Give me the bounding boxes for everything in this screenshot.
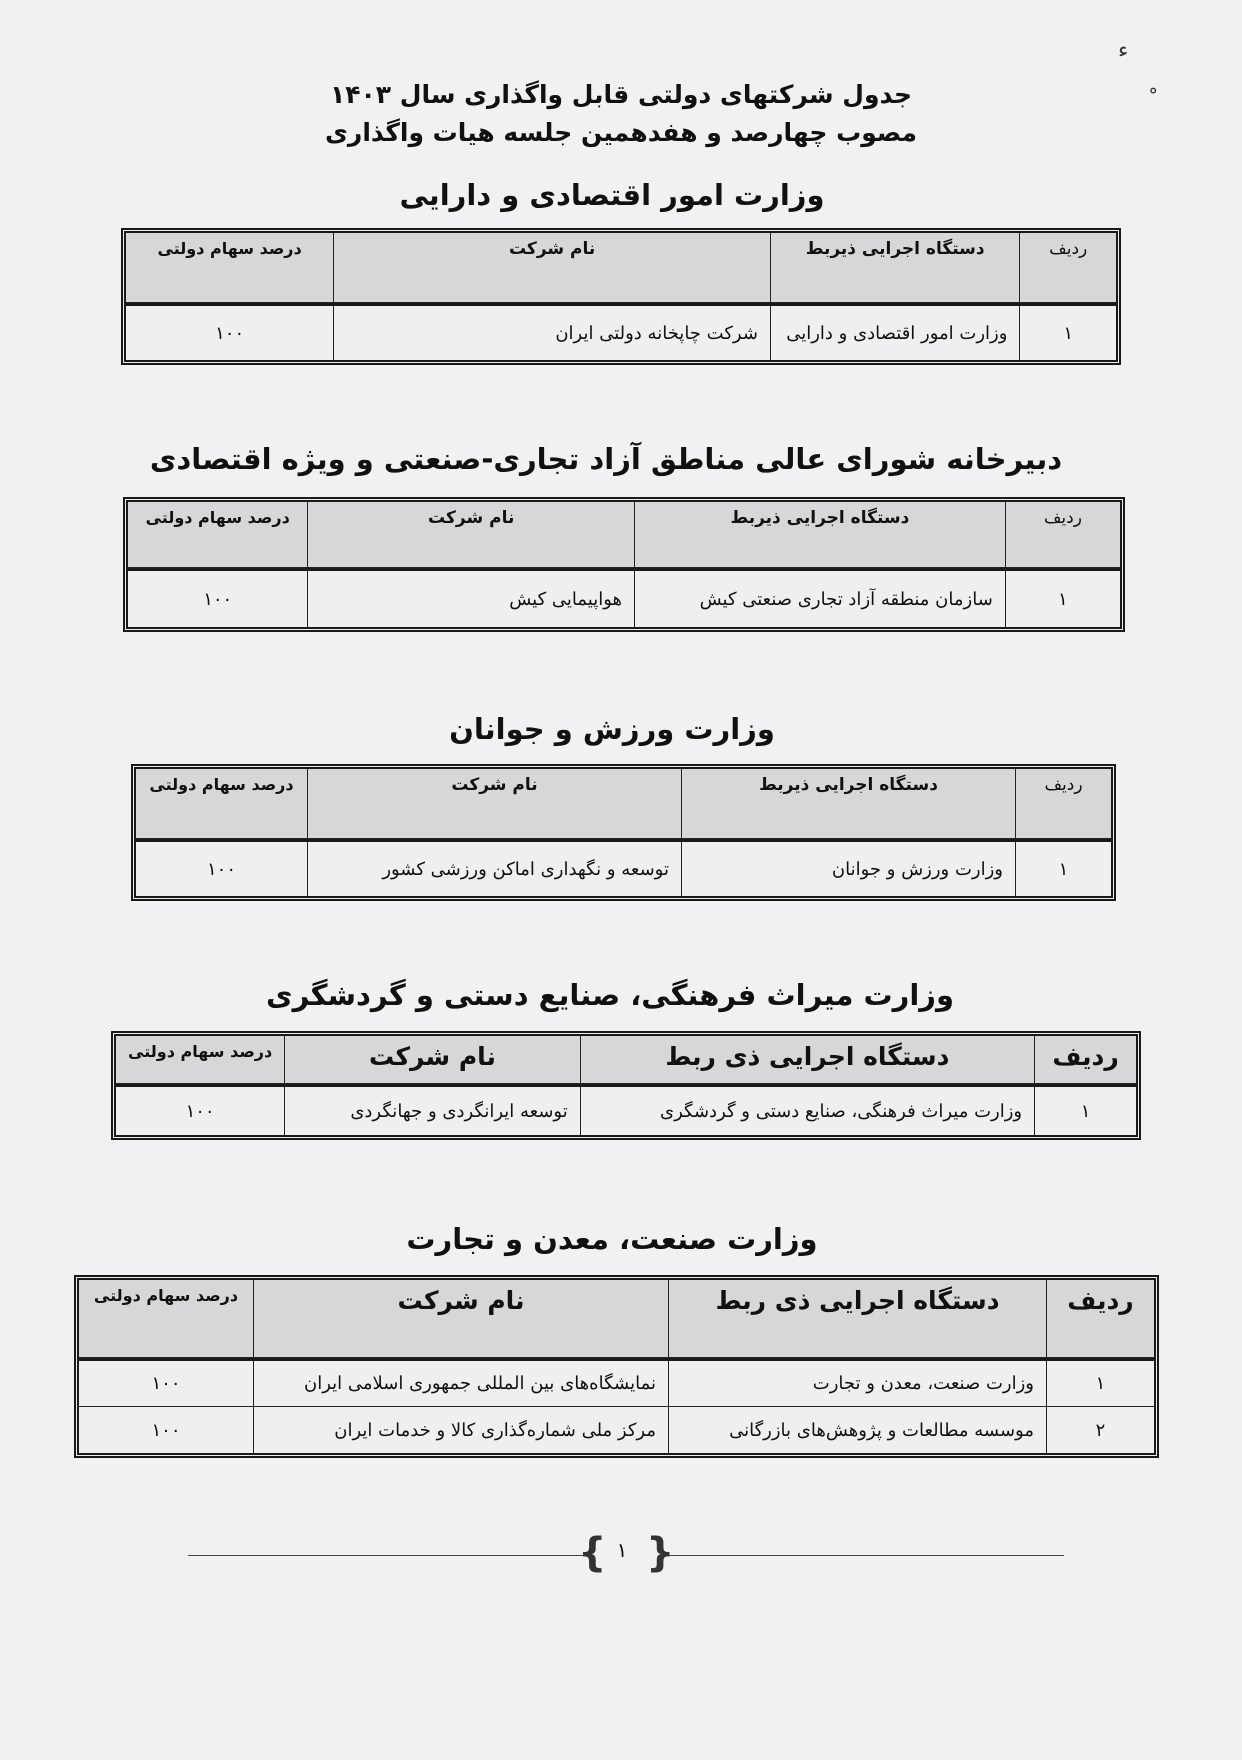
- table-header-row: [136, 769, 1111, 839]
- header-company: نام شرکت: [307, 769, 681, 839]
- header-device: دستگاه اجرایی ذیربط: [770, 233, 1020, 303]
- corner-mark: ﺀ: [1118, 38, 1129, 63]
- table-row: [79, 1361, 1154, 1407]
- companies-table: [121, 228, 1121, 365]
- header-device: دستگاه اجرایی ذی ربط: [668, 1280, 1046, 1358]
- table-row: [116, 1087, 1136, 1135]
- table-row: [79, 1407, 1154, 1453]
- header-device: دستگاه اجرایی ذیربط: [681, 769, 1015, 839]
- header-device: دستگاه اجرایی ذیربط: [634, 502, 1005, 568]
- document-header: [0, 76, 1242, 152]
- cell-row-number: ۱: [1015, 842, 1111, 896]
- cell-device: موسسه مطالعات و پژوهش‌های بازرگانی: [668, 1407, 1046, 1453]
- footer-bracket-right: }: [646, 1530, 675, 1576]
- header-row-number: ردیف: [1019, 233, 1116, 303]
- companies-table: [111, 1031, 1141, 1140]
- cell-row-number: ۱: [1005, 571, 1120, 627]
- cell-company: توسعه و نگهداری اماکن ورزشی کشور: [307, 842, 681, 896]
- section-title: وزارت امور اقتصادی و دارایی: [399, 178, 825, 212]
- cell-device: سازمان منطقه آزاد تجاری صنعتی کیش: [634, 571, 1005, 627]
- cell-company: هواپیمایی کیش: [307, 571, 634, 627]
- document-subtitle: مصوب چهارصد و هفدهمین جلسه هیات واگذاری: [325, 118, 917, 147]
- cell-company: مرکز ملی شماره‌گذاری کالا و خدمات ایران: [253, 1407, 668, 1453]
- table-header-row: [116, 1036, 1136, 1084]
- header-device: دستگاه اجرایی ذی ربط: [580, 1036, 1034, 1084]
- header-company: نام شرکت: [284, 1036, 580, 1084]
- cell-percent: ۱۰۰: [79, 1407, 253, 1453]
- footer-rule-right: [668, 1555, 1064, 1556]
- cell-row-number: ۱: [1019, 306, 1116, 360]
- table-header-row: [79, 1280, 1154, 1358]
- header-company: نام شرکت: [307, 502, 634, 568]
- cell-percent: ۱۰۰: [79, 1361, 253, 1407]
- cell-company: نمایشگاه‌های بین المللی جمهوری اسلامی ایران: [253, 1361, 668, 1407]
- cell-row-number: ۱: [1046, 1361, 1154, 1407]
- header-company: نام شرکت: [333, 233, 770, 303]
- companies-table: [131, 764, 1116, 901]
- cell-row-number: ۲: [1046, 1407, 1154, 1453]
- cell-device: وزارت صنعت، معدن و تجارت: [668, 1361, 1046, 1407]
- cell-percent: ۱۰۰: [128, 571, 307, 627]
- cell-percent: ۱۰۰: [136, 842, 307, 896]
- footer-bracket-left: {: [578, 1530, 607, 1576]
- table-row: [136, 842, 1111, 896]
- header-percent: درصد سهام دولتی: [79, 1280, 253, 1358]
- footer-rule-left: [188, 1555, 584, 1556]
- header-percent: درصد سهام دولتی: [126, 233, 333, 303]
- section-title: وزارت صنعت، معدن و تجارت: [406, 1222, 818, 1256]
- page-number: ۱: [616, 1538, 628, 1562]
- table-row: [128, 571, 1120, 627]
- cell-row-number: ۱: [1034, 1087, 1136, 1135]
- cell-device: وزارت امور اقتصادی و دارایی: [770, 306, 1020, 360]
- section-title: وزارت ورزش و جوانان: [449, 712, 775, 746]
- table-row: [126, 306, 1116, 360]
- header-row-number: ردیف: [1005, 502, 1120, 568]
- section-title: دبیرخانه شورای عالی مناطق آزاد تجاری-صنعتی و ویژه اقتصادی: [149, 442, 1063, 476]
- table-header-row: [128, 502, 1120, 568]
- companies-table: [74, 1275, 1159, 1458]
- header-row-number: ردیف: [1034, 1036, 1136, 1084]
- cell-device: وزارت ورزش و جوانان: [681, 842, 1015, 896]
- companies-table: [123, 497, 1125, 632]
- header-row-number: ردیف: [1015, 769, 1111, 839]
- cell-company: توسعه ایرانگردی و جهانگردی: [284, 1087, 580, 1135]
- cell-percent: ۱۰۰: [116, 1087, 284, 1135]
- header-percent: درصد سهام دولتی: [128, 502, 307, 568]
- document-title: جدول شرکتهای دولتی قابل واگذاری سال ۱۴۰۳: [330, 80, 912, 109]
- header-percent: درصد سهام دولتی: [116, 1036, 284, 1084]
- section-title: وزارت میراث فرهنگی، صنایع دستی و گردشگری: [265, 978, 955, 1012]
- table-header-row: [126, 233, 1116, 303]
- header-percent: درصد سهام دولتی: [136, 769, 307, 839]
- header-row-number: ردیف: [1046, 1280, 1154, 1358]
- corner-mark: ﹾ: [1150, 88, 1157, 113]
- cell-company: شرکت چاپخانه دولتی ایران: [333, 306, 770, 360]
- header-company: نام شرکت: [253, 1280, 668, 1358]
- cell-device: وزارت میراث فرهنگی، صنایع دستی و گردشگری: [580, 1087, 1034, 1135]
- cell-percent: ۱۰۰: [126, 306, 333, 360]
